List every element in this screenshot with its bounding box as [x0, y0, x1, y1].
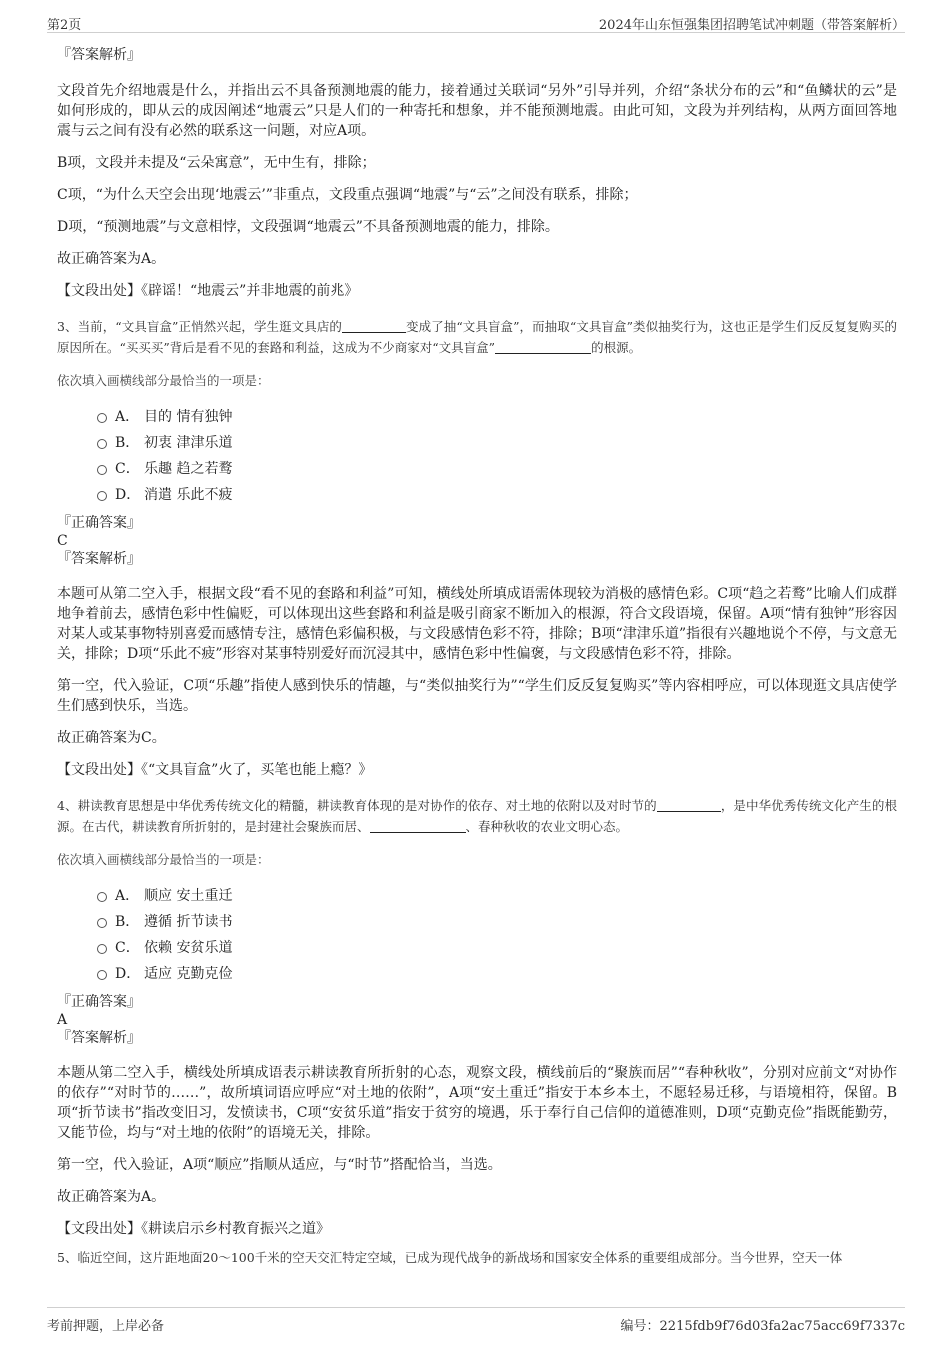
footer-slogan: 考前押题，上岸必备 [47, 1319, 165, 1334]
q3-option-d[interactable] [57, 482, 897, 508]
option-letter: B． [115, 914, 140, 930]
radio-icon[interactable] [97, 465, 107, 475]
q5-stem: 5、临近空间，这片距地面20～100千米的空天交汇特定空域，已成为现代战争的新战场和国家安全体系的重要组成部分。当今世界，空天一体 [57, 1250, 843, 1265]
q4-analysis-paragraph-2: 第一空，代入验证，A项“顺应”指顺从适应，与“时节”搭配恰当，当选。 [57, 1157, 502, 1173]
document-code [621, 1315, 905, 1334]
option-letter: D． [115, 487, 141, 503]
page-number: 第2页 [47, 18, 82, 33]
option-text: 适应 克勤克俭 [144, 966, 233, 982]
q4-blank-1 [657, 797, 721, 812]
q4-option-c[interactable] [57, 935, 897, 961]
q2-analysis-paragraph-4: D项，“预测地震”与文意相悖，文段强调“地震云”不具备预测地震的能力，排除。 [57, 219, 559, 235]
q3-source: 【文段出处】《“文具盲盒”火了，买笔也能上瘾？》 [57, 762, 373, 778]
q3-option-a[interactable] [57, 404, 897, 430]
option-text: 遵循 折节读书 [144, 914, 233, 930]
q4-correct-label: 『正确答案』 [57, 994, 141, 1010]
document-code-label: 编号： [620, 1319, 660, 1334]
radio-icon[interactable] [97, 944, 107, 954]
q4-analysis-label: 『答案解析』 [57, 1030, 141, 1046]
q4-stem [57, 795, 897, 837]
option-letter: B． [115, 435, 140, 451]
q4-conclusion: 故正确答案为A。 [57, 1189, 166, 1205]
q2-analysis-paragraph-3: C项，“为什么天空会出现‘地震云’”非重点，文段重点强调“地震”与“云”之间没有联系，排除； [57, 187, 638, 203]
q2-analysis-paragraph-1: 文段首先介绍地震是什么，并指出云不具备预测地震的能力，接着通过关联词“另外”引导并列，介绍“条状分布的云”和“鱼鳞状的云”是如何形成的，即从云的成因阐述“地震云”只是人们的一种寄托和想象，并不能预测地震。由此可知，文段为并列结构，从两方面回答地震与云之间有没有必然的联系这一问题，对应A项。 [57, 83, 897, 139]
q3-stem [57, 316, 897, 358]
radio-icon[interactable] [97, 970, 107, 980]
radio-icon[interactable] [97, 413, 107, 423]
option-text: 消遣 乐此不疲 [144, 487, 233, 503]
option-text: 乐趣 趋之若鹜 [144, 461, 233, 477]
page-header [47, 10, 905, 33]
q3-options [57, 404, 897, 508]
q3-analysis-paragraph-2: 第一空，代入验证，C项“乐趣”指使人感到快乐的情趣，与“类似抽奖行为”“学生们反反复复购买”等内容相呼应，可以体现逛文具店使学生们感到快乐，当选。 [57, 678, 897, 714]
q3-stem-part-2: 变成了抽“文具盲盒”，而抽取“文具盲盒”类似抽奖行为，这也正是学生们反反复复购买的原因所在。“买买买”背后是看不见的套路和利益，这成为不少商家对“文具盲盒” [57, 319, 897, 355]
option-letter: C． [115, 461, 140, 477]
option-letter: A． [115, 409, 140, 425]
q4-stem-part-3: 、春种秋收的农业文明心态。 [465, 819, 629, 834]
q3-stem-part-3: 的根源。 [591, 340, 642, 355]
q3-analysis-paragraph-1: 本题可从第二空入手，根据文段“看不见的套路和利益”可知，横线处所填成语需体现较为消极的感情色彩。C项“趋之若鹜”比喻人们成群地争着前去，感情色彩中性偏贬，可以体现出这些套路和利益是吸引商家不断加入的根源，符合文段语境，保留。A项“情有独钟”形容因对某人或某事物特别喜爱而感情专注，感情色彩偏积极，与文段感情色彩不符，排除；B项“津津乐道”指很有兴趣地说个不停，与文意无关，排除；D项“乐此不疲”形容对某事特别爱好而沉浸其中，感情色彩中性偏褒，与文段感情色彩不符，排除。 [57, 586, 897, 662]
q3-prompt: 依次填入画横线部分最恰当的一项是： [57, 373, 270, 388]
q3-blank-2 [495, 339, 591, 354]
radio-icon[interactable] [97, 439, 107, 449]
q3-conclusion: 故正确答案为C。 [57, 730, 166, 746]
q4-stem-part-2: ，是中华优秀传统文化产生的根源。在古代，耕读教育所折射的，是封建社会聚族而居、 [57, 798, 897, 834]
q4-correct-answer: A [57, 1012, 68, 1028]
document-code-value: 2215fdb9f76d03fa2ac75acc69f7337c [659, 1319, 905, 1334]
radio-icon[interactable] [97, 892, 107, 902]
q4-options [57, 883, 897, 987]
page-content [57, 45, 897, 1268]
q2-analysis-paragraph-2: B项，文段并未提及“云朵寓意”，无中生有，排除； [57, 155, 376, 171]
q4-analysis-paragraph-1: 本题从第二空入手，横线处所填成语表示耕读教育所折射的心态，观察文段，横线前后的“聚族而居”“春种秋收”，分别对应前文“对协作的依存”“对时节的……”，故所填词语应呼应“对土地的依附”，A项“安土重迁”指安于本乡本土，不愿轻易迁移，与语境相符，保留。B项“折节读书”指改变旧习，发愤读书，C项“安贫乐道”指安于贫穷的境遇，乐于奉行自己信仰的道德准则，D项“克勤克俭”指既能勤劳，又能节俭，均与“对土地的依附”的语境无关，排除。 [57, 1065, 897, 1141]
q2-source: 【文段出处】《辟谣！“地震云”并非地震的前兆》 [57, 283, 359, 299]
radio-icon[interactable] [97, 491, 107, 501]
option-letter: A． [115, 888, 140, 904]
q2-conclusion: 故正确答案为A。 [57, 251, 166, 267]
q3-analysis-label: 『答案解析』 [57, 551, 141, 567]
option-text: 依赖 安贫乐道 [144, 940, 233, 956]
radio-icon[interactable] [97, 918, 107, 928]
q4-source: 【文段出处】《耕读启示乡村教育振兴之道》 [57, 1221, 330, 1237]
q3-correct-label: 『正确答案』 [57, 515, 141, 531]
q2-analysis-label: 『答案解析』 [57, 47, 141, 63]
q4-prompt: 依次填入画横线部分最恰当的一项是： [57, 852, 270, 867]
option-letter: C． [115, 940, 140, 956]
q4-blank-2 [370, 818, 466, 833]
q3-blank-1 [342, 318, 406, 333]
q4-option-d[interactable] [57, 961, 897, 987]
document-title: 2024年山东恒强集团招聘笔试冲刺题（带答案解析） [598, 18, 905, 33]
q4-option-a[interactable] [57, 883, 897, 909]
option-letter: D． [115, 966, 141, 982]
q4-option-b[interactable] [57, 909, 897, 935]
q3-stem-part-1: 3、当前，“文具盲盒”正悄然兴起，学生逛文具店的 [57, 319, 342, 334]
option-text: 初衷 津津乐道 [144, 435, 233, 451]
q3-option-c[interactable] [57, 456, 897, 482]
page-footer [47, 1307, 905, 1332]
q3-correct-answer: C [57, 533, 68, 549]
option-text: 目的 情有独钟 [144, 409, 233, 425]
option-text: 顺应 安土重迁 [144, 888, 233, 904]
q3-option-b[interactable] [57, 430, 897, 456]
q4-stem-part-1: 4、耕读教育思想是中华优秀传统文化的精髓，耕读教育体现的是对协作的依存、对土地的依附以及对时节的 [57, 798, 657, 813]
